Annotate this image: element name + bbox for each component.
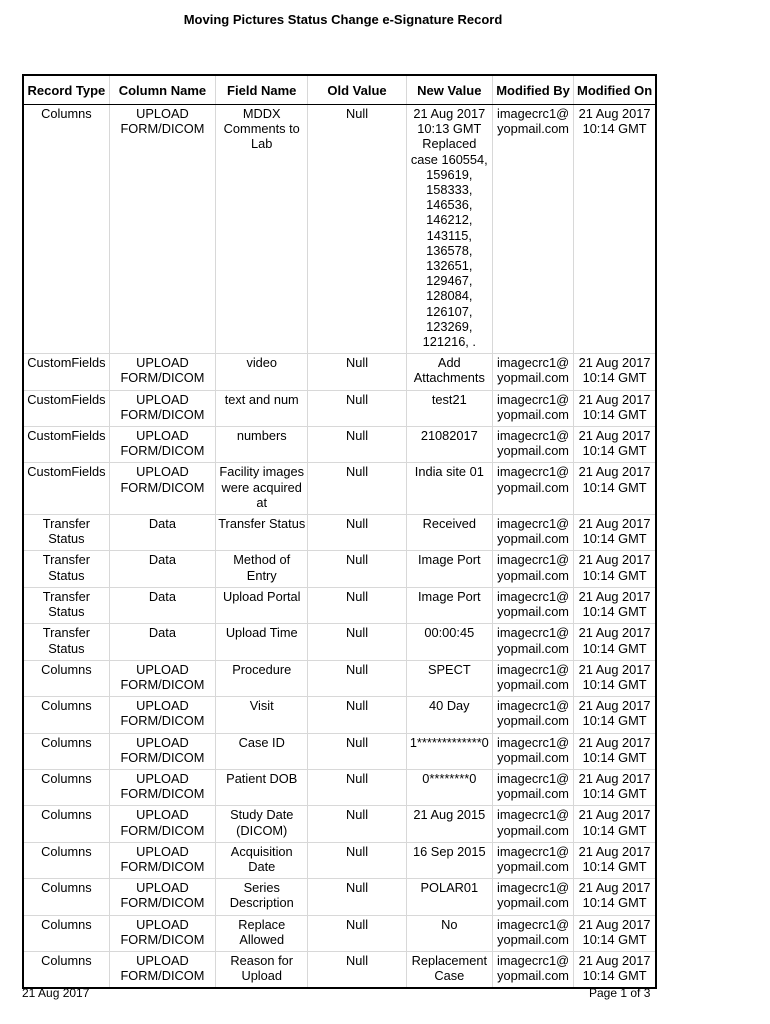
cell-old-value: Null bbox=[308, 733, 406, 769]
cell-record-type: Columns bbox=[23, 105, 109, 354]
cell-field-name: Replace Allowed bbox=[216, 915, 308, 951]
table-row bbox=[23, 915, 656, 951]
cell-record-type: CustomFields bbox=[23, 427, 109, 463]
cell-old-value: Null bbox=[308, 769, 406, 805]
cell-new-value: 16 Sep 2015 bbox=[406, 842, 492, 878]
cell-column-name: UPLOAD FORM/DICOM bbox=[109, 463, 215, 515]
signature-record-table bbox=[22, 74, 657, 989]
cell-field-name: Method of Entry bbox=[216, 551, 308, 587]
page-number: Page 1 of 3 bbox=[589, 986, 651, 1000]
cell-column-name: UPLOAD FORM/DICOM bbox=[109, 390, 215, 426]
cell-field-name: Patient DOB bbox=[216, 769, 308, 805]
cell-new-value: 21 Aug 2015 bbox=[406, 806, 492, 842]
cell-modified-by: imagecrc1@ yopmail.com bbox=[492, 879, 573, 915]
cell-record-type: Transfer Status bbox=[23, 587, 109, 623]
cell-modified-on: 21 Aug 2017 10:14 GMT bbox=[574, 842, 656, 878]
cell-new-value: 21 Aug 2017 10:13 GMT Replaced case 160554, 159619, 158333, 146536, 146212, 143115, 136578, 132651, 129467, 128084, 126107, 123269, 121216, . bbox=[406, 105, 492, 354]
cell-modified-on: 21 Aug 2017 10:14 GMT bbox=[578, 952, 651, 984]
table-row bbox=[23, 427, 656, 463]
cell-new-value: No bbox=[406, 915, 492, 951]
table-row bbox=[23, 354, 656, 390]
cell-record-type: Columns bbox=[23, 915, 109, 951]
cell-new-value: 1*************0 bbox=[406, 733, 492, 769]
cell-modified-on: 21 Aug 2017 10:14 GMT bbox=[574, 463, 656, 515]
header-field-name: Field Name bbox=[216, 75, 308, 105]
cell-column-name: Data bbox=[109, 587, 215, 623]
table-row bbox=[23, 515, 656, 551]
cell-old-value: Null bbox=[308, 427, 406, 463]
table-row bbox=[23, 587, 656, 623]
cell-modified-by: imagecrc1@ yopmail.com bbox=[492, 733, 573, 769]
cell-modified-on: 21 Aug 2017 10:14 GMT bbox=[574, 879, 656, 915]
cell-column-name: UPLOAD FORM/DICOM bbox=[109, 806, 215, 842]
cell-record-type: Columns bbox=[23, 951, 109, 988]
cell-old-value: Null bbox=[308, 951, 406, 988]
cell-new-value: Add Attachments bbox=[406, 354, 492, 390]
cell-record-type: Columns bbox=[23, 842, 109, 878]
cell-new-value: Received bbox=[406, 515, 492, 551]
cell-column-name: UPLOAD FORM/DICOM bbox=[109, 733, 215, 769]
cell-new-value: Image Port bbox=[406, 551, 492, 587]
header-record-type: Record Type bbox=[23, 75, 109, 105]
cell-modified-on: 21 Aug 2017 10:14 GMT bbox=[574, 660, 656, 696]
cell-modified-on: 21 Aug 2017 10:14 GMT bbox=[574, 515, 656, 551]
table-row bbox=[23, 551, 656, 587]
cell-modified-by: imagecrc1@ yopmail.com bbox=[492, 842, 573, 878]
cell-modified-on: 21 Aug 2017 10:14 GMT bbox=[574, 427, 656, 463]
table-body bbox=[23, 105, 656, 989]
cell-column-name: UPLOAD FORM/DICOM bbox=[109, 769, 215, 805]
cell-field-name: video bbox=[216, 354, 308, 390]
header-old-value: Old Value bbox=[308, 75, 406, 105]
cell-field-name: MDDX Comments to Lab bbox=[216, 105, 308, 354]
cell-old-value: Null bbox=[308, 515, 406, 551]
cell-record-type: Columns bbox=[23, 769, 109, 805]
footer-date: 21 Aug 2017 bbox=[22, 986, 90, 1000]
cell-record-type: Transfer Status bbox=[23, 624, 109, 660]
cell-new-value: Image Port bbox=[406, 587, 492, 623]
cell-field-name: Facility images were acquired at bbox=[216, 463, 308, 515]
cell-column-name: UPLOAD FORM/DICOM bbox=[109, 915, 215, 951]
cell-new-value: Replacement Case bbox=[406, 951, 492, 988]
table-row bbox=[23, 624, 656, 660]
cell-modified-by: imagecrc1@ yopmail.com bbox=[492, 624, 573, 660]
cell-old-value: Null bbox=[308, 354, 406, 390]
cell-field-name: Acquisition Date bbox=[216, 842, 308, 878]
cell-new-value: 21082017 bbox=[406, 427, 492, 463]
cell-field-name: Reason for Upload bbox=[216, 951, 308, 988]
cell-modified-by: imagecrc1@ yopmail.com bbox=[492, 390, 573, 426]
header-new-value: New Value bbox=[406, 75, 492, 105]
table-row bbox=[23, 390, 656, 426]
table-row bbox=[23, 660, 656, 696]
cell-old-value: Null bbox=[308, 551, 406, 587]
cell-modified-by: imagecrc1@ yopmail.com bbox=[492, 769, 573, 805]
cell-old-value: Null bbox=[308, 660, 406, 696]
cell-record-type: Transfer Status bbox=[23, 515, 109, 551]
cell-field-name: Upload Time bbox=[216, 624, 308, 660]
cell-field-name: Series Description bbox=[216, 879, 308, 915]
cell-new-value: India site 01 bbox=[406, 463, 492, 515]
cell-modified-on: 21 Aug 2017 10:14 GMT bbox=[574, 733, 656, 769]
table-row bbox=[23, 697, 656, 733]
cell-column-name: Data bbox=[109, 515, 215, 551]
cell-modified-on: 21 Aug 2017 10:14 GMT bbox=[574, 624, 656, 660]
cell-new-value: 00:00:45 bbox=[406, 624, 492, 660]
cell-column-name: UPLOAD FORM/DICOM bbox=[109, 427, 215, 463]
cell-old-value: Null bbox=[308, 105, 406, 354]
cell-modified-on: 21 Aug 2017 10:14 GMT bbox=[574, 587, 656, 623]
cell-record-type: CustomFields bbox=[23, 463, 109, 515]
cell-modified-by: imagecrc1@ yopmail.com bbox=[492, 660, 573, 696]
header-modified-by: Modified By bbox=[492, 75, 573, 105]
cell-column-name: Data bbox=[109, 624, 215, 660]
cell-column-name: UPLOAD FORM/DICOM bbox=[109, 697, 215, 733]
cell-modified-by: imagecrc1@ yopmail.com bbox=[492, 515, 573, 551]
table-row bbox=[23, 879, 656, 915]
table-row bbox=[23, 769, 656, 805]
cell-field-name: Transfer Status bbox=[216, 515, 308, 551]
cell-modified-on: 21 Aug 2017 10:14 GMT bbox=[574, 806, 656, 842]
cell-new-value: POLAR01 bbox=[406, 879, 492, 915]
cell-old-value: Null bbox=[308, 915, 406, 951]
table-row bbox=[23, 842, 656, 878]
cell-old-value: Null bbox=[308, 842, 406, 878]
cell-modified-by: imagecrc1@ yopmail.com bbox=[492, 463, 573, 515]
cell-modified-by: imagecrc1@ yopmail.com bbox=[492, 951, 573, 988]
cell-modified-by: imagecrc1@ yopmail.com bbox=[492, 806, 573, 842]
cell-old-value: Null bbox=[308, 463, 406, 515]
cell-old-value: Null bbox=[308, 624, 406, 660]
cell-modified-by: imagecrc1@ yopmail.com bbox=[492, 551, 573, 587]
cell-column-name: UPLOAD FORM/DICOM bbox=[109, 660, 215, 696]
cell-record-type: Columns bbox=[23, 733, 109, 769]
table-row bbox=[23, 951, 656, 988]
cell-field-name: Upload Portal bbox=[216, 587, 308, 623]
cell-modified-on: 21 Aug 2017 10:14 GMT bbox=[574, 697, 656, 733]
cell-new-value: 0********0 bbox=[406, 769, 492, 805]
cell-modified-by: imagecrc1@ yopmail.com bbox=[492, 427, 573, 463]
cell-modified-on: 21 Aug 2017 10:14 GMT bbox=[574, 769, 656, 805]
cell-field-name: Procedure bbox=[216, 660, 308, 696]
table-header-row bbox=[23, 75, 656, 105]
cell-modified-on: 21 Aug 2017 10:14 GMT bbox=[574, 551, 656, 587]
cell-record-type: CustomFields bbox=[23, 390, 109, 426]
table-row bbox=[23, 105, 656, 354]
cell-column-name: UPLOAD FORM/DICOM bbox=[109, 354, 215, 390]
cell-record-type: Columns bbox=[23, 660, 109, 696]
cell-modified-by: imagecrc1@ yopmail.com bbox=[492, 587, 573, 623]
cell-field-name: numbers bbox=[216, 427, 308, 463]
cell-modified-by: imagecrc1@ yopmail.com bbox=[492, 105, 573, 354]
cell-old-value: Null bbox=[308, 879, 406, 915]
page-title: Moving Pictures Status Change e-Signature Record bbox=[183, 12, 503, 27]
cell-modified-by: imagecrc1@ yopmail.com bbox=[492, 354, 573, 390]
cell-modified-on: 21 Aug 2017 10:14 GMT bbox=[574, 105, 656, 354]
cell-record-type: Columns bbox=[23, 879, 109, 915]
table-row bbox=[23, 463, 656, 515]
cell-record-type: CustomFields bbox=[23, 354, 109, 390]
cell-field-name: Study Date (DICOM) bbox=[216, 806, 308, 842]
cell-record-type: Columns bbox=[23, 806, 109, 842]
cell-record-type: Columns bbox=[23, 697, 109, 733]
header-modified-on: Modified On bbox=[574, 75, 656, 105]
cell-field-name: Case ID bbox=[216, 733, 308, 769]
cell-old-value: Null bbox=[308, 806, 406, 842]
table-row bbox=[23, 806, 656, 842]
cell-modified-by: imagecrc1@ yopmail.com bbox=[492, 697, 573, 733]
cell-old-value: Null bbox=[308, 587, 406, 623]
cell-column-name: UPLOAD FORM/DICOM bbox=[109, 842, 215, 878]
cell-new-value: 40 Day bbox=[406, 697, 492, 733]
cell-modified-on: 21 Aug 2017 10:14 GMT bbox=[574, 354, 656, 390]
cell-new-value: SPECT bbox=[406, 660, 492, 696]
cell-column-name: UPLOAD FORM/DICOM bbox=[109, 879, 215, 915]
table-row bbox=[23, 733, 656, 769]
cell-field-name: Visit bbox=[216, 697, 308, 733]
cell-record-type: Transfer Status bbox=[23, 551, 109, 587]
cell-modified-on: 21 Aug 2017 10:14 GMT bbox=[574, 390, 656, 426]
cell-field-name: text and num bbox=[216, 390, 308, 426]
cell-column-name: UPLOAD FORM/DICOM bbox=[109, 951, 215, 988]
cell-old-value: Null bbox=[308, 390, 406, 426]
cell-old-value: Null bbox=[308, 697, 406, 733]
cell-column-name: UPLOAD FORM/DICOM bbox=[109, 105, 215, 354]
cell-modified-by: imagecrc1@ yopmail.com bbox=[492, 915, 573, 951]
header-column-name: Column Name bbox=[109, 75, 215, 105]
cell-column-name: Data bbox=[109, 551, 215, 587]
cell-new-value: test21 bbox=[406, 390, 492, 426]
cell-modified-on: 21 Aug 2017 10:14 GMT bbox=[574, 915, 656, 951]
